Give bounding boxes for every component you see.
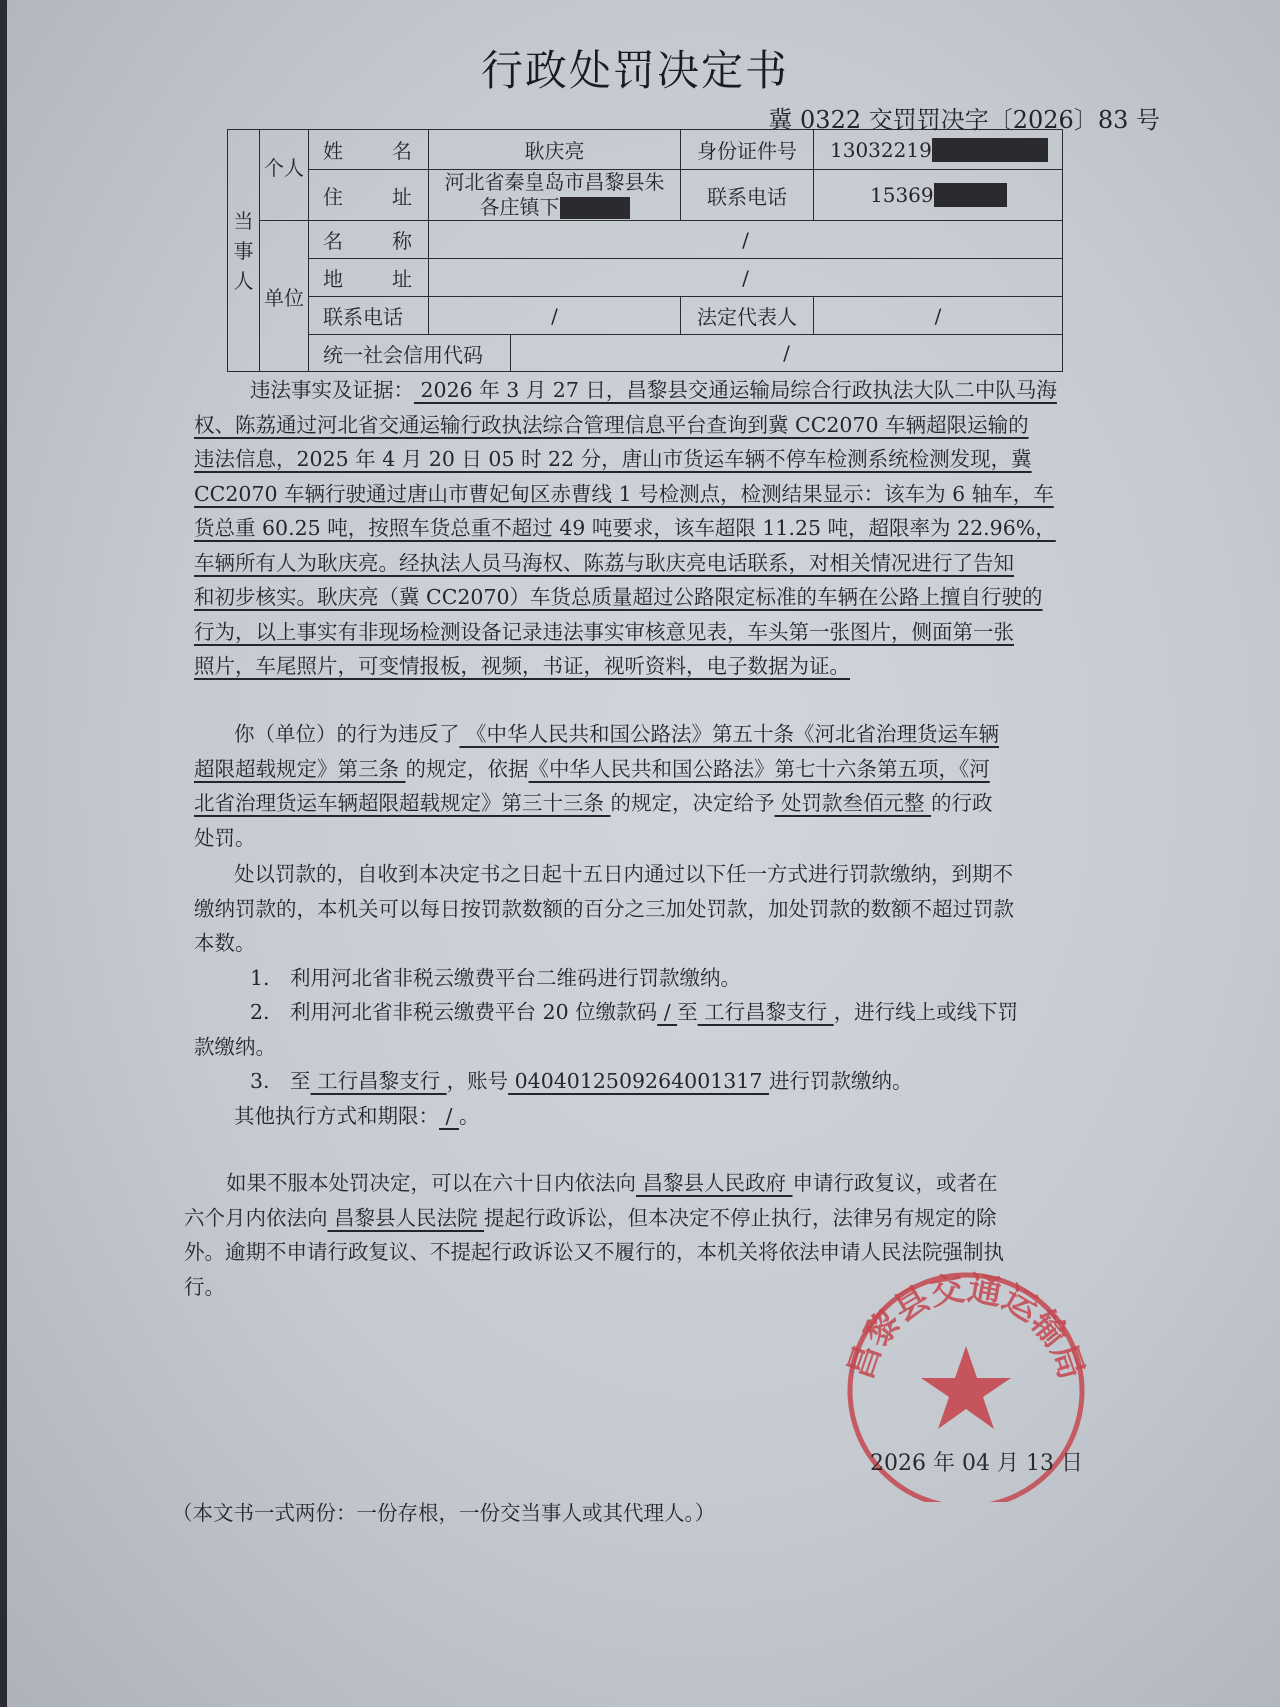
phone-label-cell	[680, 169, 814, 221]
facts-line: 货总重 60.25 吨，按照车货总重不超过 49 吨要求，该车超限 11.25 吨，超限率为 22.96%，	[194, 516, 1056, 540]
decision-text: 的规定，决定给予	[610, 791, 775, 815]
method3-suffix: 进行罚款缴纳。	[768, 1069, 913, 1093]
unit-name-label-cell	[308, 220, 429, 259]
payment-method-2	[194, 995, 1094, 1030]
credit-code-label-cell	[308, 334, 511, 372]
unit-name-value: /	[742, 227, 749, 252]
unit-address-value: /	[742, 265, 749, 290]
basis-law-cont: 北省治理货运车辆超限超载规定》第三十三条	[194, 791, 611, 815]
unit-phone-value: /	[551, 303, 558, 328]
payment-bank: 工行昌黎支行	[697, 1000, 834, 1024]
unit-phone-label: 联系电话	[323, 305, 403, 329]
basis-text: 的规定，依据	[405, 756, 529, 781]
payment-bank: 工行昌黎支行	[310, 1069, 447, 1093]
facts-line: 行为，以上事实有非现场检测设备记录违法事实审核意见表，车头第一张图片，侧面第一张	[194, 619, 1014, 644]
facts-line: 和初步核实。耿庆亮（冀 CC2070）车货总质量超过公路限定标准的车辆在公路上擅自行驶的	[194, 585, 1043, 609]
appeal-text: 外。逾期不申请行政复议、不提起行政诉讼又不履行的，本机关将依法申请人民法院强制执	[184, 1240, 1004, 1264]
unit-address-label-b: 址	[392, 267, 412, 291]
credit-code-label: 统一社会信用代码	[323, 342, 483, 367]
facts-section	[194, 373, 1094, 684]
facts-line: CC2070 车辆行驶通过唐山市曹妃甸区赤曹线 1 号检测点，检测结果显示：该车为 6 轴车，车	[194, 481, 1054, 506]
unit-name-label-a: 名	[323, 229, 343, 253]
other-enforcement-label: 其他执行方式和期限：	[234, 1103, 439, 1128]
party-label: 当事人	[233, 208, 254, 293]
facts-line: 照片，车尾照片，可变情报板，视频，书证，视听资料，电子数据为证。	[194, 654, 850, 678]
violated-law-cont: 超限超载规定》第三条	[194, 756, 406, 781]
facts-line: 2026 年 3 月 27 日，昌黎县交通运输局综合行政执法大队二中队马海	[414, 378, 1057, 402]
penalty-amount: 处罚款叁佰元整	[774, 791, 932, 815]
facts-line: 车辆所有人为耿庆亮。经执法人员马海权、陈荔与耿庆亮电话联系，对相关情况进行了告知	[194, 550, 1014, 575]
decision-text-end: 的行政	[931, 791, 993, 815]
facts-label: 违法事实及证据：	[250, 378, 414, 402]
other-enforcement-value: /	[439, 1103, 459, 1128]
name-value-cell	[428, 129, 681, 170]
decision-date: 2026 年 04 月 13 日	[870, 1451, 1083, 1476]
unit-group-cell	[259, 220, 309, 372]
payment-method-1: 1. 利用河北省非税云缴费平台二维码进行罚款缴纳。	[250, 965, 742, 990]
basis-law: 《中华人民共和国公路法》第七十六条第五项，《河	[528, 756, 990, 781]
id-value-cell	[813, 129, 1063, 170]
unit-name-value-cell	[428, 220, 1063, 259]
individual-group-cell	[259, 129, 309, 221]
legal-rep-label-cell	[680, 296, 814, 335]
payment-intro: 本数。	[194, 931, 256, 955]
account-label: ，账号	[446, 1069, 509, 1093]
payment-method-3	[194, 1064, 1094, 1099]
name-value: 耿庆亮	[524, 139, 585, 163]
address-label-cell	[308, 169, 429, 221]
violation-text: 你（单位）的行为违反了	[234, 722, 460, 746]
payment-intro: 处以罚款的，自收到本决定书之日起十五日内通过以下任一方式进行罚款缴纳，到期不	[234, 862, 1013, 886]
party-label-cell	[227, 129, 260, 372]
address-value-line2: 各庄镇下	[479, 195, 560, 219]
facts-line: 违法信息，2025 年 4 月 20 日 05 时 22 分，唐山市货运车辆不停车检测系统检测发现，冀	[194, 447, 1032, 471]
unit-address-label-cell	[308, 258, 429, 297]
name-label-cell	[308, 129, 429, 170]
other-enforcement-end: 。	[458, 1103, 480, 1128]
unit-label: 单位	[264, 285, 304, 310]
phone-value-cell	[813, 169, 1063, 221]
method2-to: 至	[677, 1000, 698, 1024]
unit-phone-label-cell	[308, 296, 429, 335]
legal-rep-value: /	[934, 303, 942, 328]
party-info-table	[228, 130, 1064, 373]
id-label: 身份证件号	[697, 139, 797, 163]
method2-suffix: ，进行线上或线下罚	[833, 1000, 1019, 1024]
legal-rep-value-cell	[813, 296, 1063, 335]
unit-name-label-b: 称	[392, 229, 412, 253]
unit-phone-value-cell	[428, 296, 681, 335]
facts-line: 权、陈荔通过河北省交通运输行政执法综合管理信息平台查询到冀 CC2070 车辆超限运输的	[194, 412, 1029, 437]
seal-text: 昌黎县交通运输局	[840, 1268, 1092, 1385]
individual-label: 个人	[264, 156, 304, 180]
payment-section	[194, 857, 1094, 1133]
decision-text-tail: 处罚。	[194, 825, 256, 850]
document-title: 行政处罚决定书	[480, 46, 789, 95]
address-label-b: 址	[392, 184, 412, 209]
credit-code-value-cell	[510, 334, 1063, 372]
seal-star-icon	[921, 1346, 1011, 1429]
appeal-text: 申请行政复议，或者在	[792, 1171, 998, 1195]
payment-method-2-cont: 款缴纳。	[194, 1034, 276, 1059]
review-authority: 昌黎县人民政府	[636, 1171, 793, 1195]
violated-law: 《中华人民共和国公路法》第五十条《河北省治理货运车辆	[459, 722, 1000, 746]
appeal-text: 提起行政诉讼，但本决定不停止执行，法律另有规定的除	[484, 1205, 997, 1230]
credit-code-value: /	[783, 341, 790, 365]
method3-text: 3. 至	[250, 1069, 311, 1093]
phone-redaction-bar	[934, 183, 1007, 207]
phone-value: 15369	[870, 183, 934, 207]
litigation-court: 昌黎县人民法院	[327, 1205, 485, 1230]
violation-section	[194, 717, 1094, 855]
other-enforcement	[194, 1099, 1094, 1134]
name-label-a: 姓	[323, 139, 343, 163]
method2-text: 2. 利用河北省非税云缴费平台 20 位缴款码	[250, 1000, 658, 1024]
phone-label: 联系电话	[707, 184, 787, 209]
unit-address-value-cell	[428, 258, 1063, 297]
photo-edge-strip	[0, 0, 7, 1707]
appeal-text: 如果不服本处罚决定，可以在六十日内依法向	[226, 1171, 636, 1195]
appeal-text: 六个月内依法向	[184, 1205, 328, 1230]
payment-intro: 缴纳罚款的，本机关可以每日按罚款数额的百分之三加处罚款，加处罚款的数额不超过罚款	[194, 896, 1014, 921]
account-number: 0404012509264001317	[508, 1069, 769, 1093]
legal-rep-label: 法定代表人	[697, 305, 797, 329]
address-redaction-bar	[560, 197, 630, 219]
document-footnote: （本文书一式两份：一份存根，一份交当事人或其代理人。）	[172, 1501, 716, 1525]
appeal-text: 行。	[184, 1274, 225, 1299]
name-label-b: 名	[392, 139, 412, 163]
id-redaction-bar	[932, 138, 1048, 162]
payment-code: /	[657, 1000, 678, 1024]
address-value-line1: 河北省秦皇岛市昌黎县朱	[444, 170, 665, 194]
document-number: 冀 0322 交罚罚决字〔2026〕83 号	[768, 106, 1160, 134]
unit-address-label-a: 地	[323, 267, 343, 291]
id-label-cell	[680, 129, 814, 170]
address-label-a: 住	[323, 184, 343, 209]
address-value-cell	[428, 169, 681, 221]
id-value: 13032219	[830, 137, 932, 162]
